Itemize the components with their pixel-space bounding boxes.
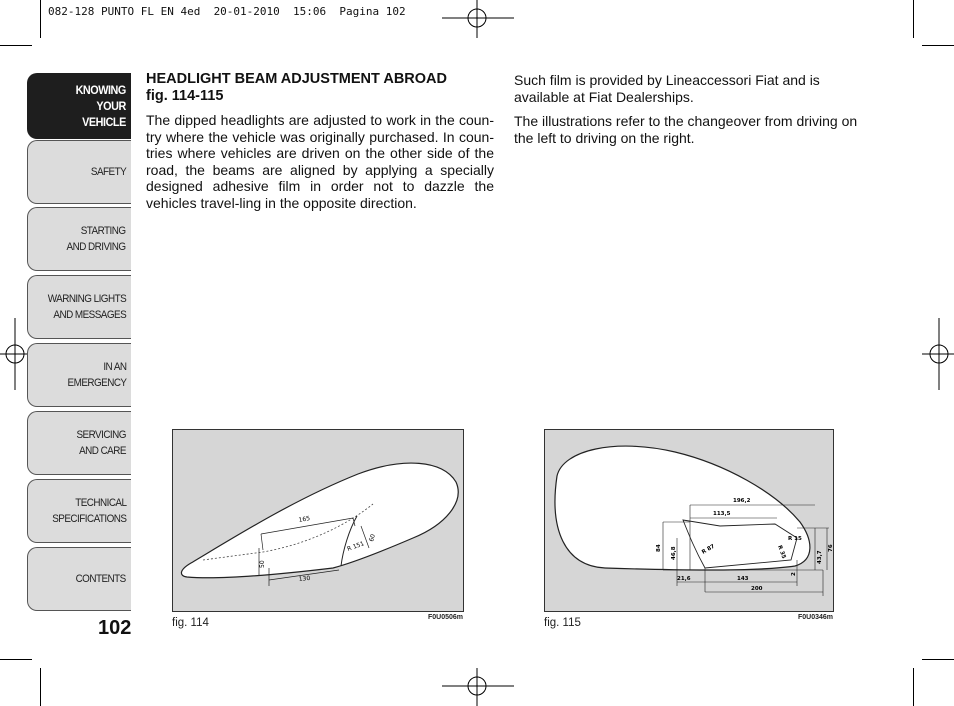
- section-heading: [146, 71, 494, 104]
- figure-114: [172, 429, 464, 612]
- dim-43-7: 43,7: [817, 550, 823, 564]
- figure-caption: fig. 115: [544, 617, 581, 629]
- heading-line-1: HEADLIGHT BEAM ADJUSTMENT ABROAD: [146, 71, 448, 87]
- heading-line-2: fig. 114-115: [146, 87, 224, 104]
- paragraph: The dipped headlights are adjusted to work in the coun-try where the vehicle was originally purchased. In coun-tries where vehicles are driven on the other side of the road, the beams are aligned by applying a specially designed adhesive film in order not to dazzle the vehicles travel-ling in the opposite direction.: [146, 112, 494, 211]
- crop-mark: [0, 659, 32, 660]
- headlight-diagram: [173, 430, 463, 611]
- crop-mark: [40, 0, 41, 38]
- dim-113-5: 113,5: [713, 511, 731, 517]
- crop-mark: [40, 668, 41, 706]
- tab-servicing-and-care[interactable]: [27, 411, 131, 475]
- paragraph: The illustrations refer to the changeover from driving on the left to driving on the right.: [514, 113, 858, 146]
- tab-starting-and-driving[interactable]: [27, 207, 131, 271]
- dim-2: 2: [791, 572, 797, 576]
- dim-46-8: 46,8: [671, 546, 677, 560]
- dim-76: 76: [828, 544, 834, 552]
- page-number: 102: [98, 617, 132, 639]
- crop-mark: [0, 45, 32, 46]
- left-column: [146, 71, 494, 219]
- dim-165: 165: [298, 515, 311, 524]
- dim-143: 143: [737, 576, 749, 582]
- tab-label: WARNING LIGHTS AND MESSAGES: [47, 293, 126, 321]
- tab-label: SAFETY: [90, 166, 126, 178]
- tab-technical-specifications[interactable]: [27, 479, 131, 543]
- dim-130: 130: [298, 574, 311, 583]
- tab-knowing-your-vehicle[interactable]: [27, 73, 131, 139]
- dim-60: 60: [368, 533, 377, 543]
- dim-196-2: 196,2: [733, 498, 751, 504]
- figure-caption: fig. 114: [172, 617, 209, 629]
- figure-code: F0U0506m: [428, 614, 464, 621]
- dim-r87: R 87: [701, 543, 716, 556]
- tab-label: KNOWING YOUR VEHICLE: [75, 83, 126, 129]
- registration-mark-top: [442, 0, 514, 38]
- tab-label: CONTENTS: [75, 573, 126, 585]
- dim-21-6: 21,6: [677, 576, 691, 582]
- dim-r15: R 15: [788, 536, 802, 542]
- figure-code: F0U0346m: [798, 614, 834, 621]
- registration-mark-bottom: [442, 668, 514, 706]
- tab-in-an-emergency[interactable]: [27, 343, 131, 407]
- headlight-outline: [181, 463, 458, 578]
- right-column: [514, 72, 866, 154]
- crop-mark: [922, 45, 954, 46]
- dim-r151: R 151: [346, 540, 366, 553]
- headlight-outline: [555, 446, 810, 570]
- crop-mark: [913, 0, 914, 38]
- tab-contents[interactable]: [27, 547, 131, 611]
- tab-label: SERVICING AND CARE: [76, 429, 126, 457]
- paragraph: Such film is provided by Lineaccessori Fiat and is available at Fiat Dealerships.: [514, 72, 820, 105]
- registration-mark-right: [922, 318, 954, 390]
- dim-50: 50: [259, 560, 266, 568]
- tab-warning-lights[interactable]: [27, 275, 131, 339]
- tab-label: STARTING AND DRIVING: [67, 225, 126, 253]
- figure-115: [544, 429, 834, 612]
- headlight-diagram: [545, 430, 833, 611]
- dim-r35: R 35: [776, 544, 787, 560]
- crop-mark: [922, 659, 954, 660]
- print-header: 082-128 PUNTO FL EN 4ed 20-01-2010 15:06 Pagina 102: [48, 5, 406, 18]
- tab-safety[interactable]: [27, 140, 131, 204]
- dim-200: 200: [751, 586, 763, 592]
- tab-label: IN AN EMERGENCY: [67, 361, 126, 389]
- tab-label: TECHNICAL SPECIFICATIONS: [51, 497, 126, 525]
- dim-84: 84: [656, 544, 662, 552]
- crop-mark: [913, 668, 914, 706]
